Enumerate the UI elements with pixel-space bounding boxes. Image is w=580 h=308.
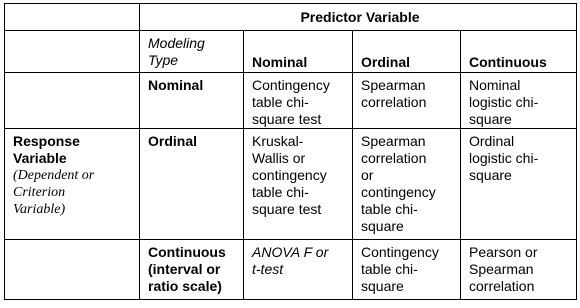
statistical-test-table bbox=[4, 3, 577, 300]
cell-line: correlation bbox=[361, 94, 427, 110]
row-ordinal bbox=[5, 129, 577, 240]
row-label-line: Continuous bbox=[148, 244, 226, 260]
response-label-line-1: Response bbox=[13, 133, 80, 149]
cell-line: contingency bbox=[252, 167, 327, 183]
cell-line: correlation bbox=[361, 150, 427, 166]
cell-ordinal-nominal bbox=[244, 129, 353, 240]
cell-line: correlation bbox=[469, 278, 535, 294]
cell-line: square bbox=[361, 278, 404, 294]
column-header-nominal: Nominal bbox=[244, 31, 353, 73]
row-label-line: (interval or bbox=[148, 261, 221, 277]
cell-ordinal-ordinal bbox=[353, 129, 461, 240]
cell-line: Nominal bbox=[469, 77, 521, 93]
cell-line: ANOVA F or bbox=[252, 244, 329, 260]
cell-line: square test bbox=[252, 111, 322, 127]
empty-response-cell-bottom bbox=[5, 240, 140, 300]
cell-line: table chi- bbox=[252, 184, 309, 200]
header-row-columns bbox=[5, 31, 577, 73]
cell-line: Spearman bbox=[361, 133, 426, 149]
cell-line: square bbox=[361, 218, 404, 234]
empty-response-cell bbox=[5, 73, 140, 129]
cell-line: contingency bbox=[361, 184, 436, 200]
cell-line: t-test bbox=[252, 261, 284, 277]
cell-line: logistic chi- bbox=[469, 150, 539, 166]
cell-line: Contingency bbox=[252, 77, 330, 93]
cell-line: Kruskal- bbox=[252, 133, 304, 149]
empty-header-cell bbox=[5, 31, 140, 73]
cell-continuous-nominal bbox=[244, 240, 353, 300]
row-label-nominal-text: Nominal bbox=[148, 77, 204, 93]
response-variable-label bbox=[5, 129, 140, 240]
cell-line: Pearson or bbox=[469, 244, 538, 260]
cell-line: square bbox=[469, 111, 512, 127]
cell-line: or bbox=[361, 167, 374, 183]
cell-continuous-ordinal bbox=[353, 240, 461, 300]
cell-nominal-nominal bbox=[244, 73, 353, 129]
cell-line: Spearman bbox=[361, 77, 426, 93]
cell-line: Contingency bbox=[361, 244, 439, 260]
cell-line: square test bbox=[252, 201, 322, 217]
cell-line: Wallis or bbox=[252, 150, 306, 166]
cell-line: logistic chi- bbox=[469, 94, 539, 110]
header-row-top bbox=[5, 4, 577, 31]
cell-nominal-continuous bbox=[461, 73, 577, 129]
row-label-ordinal-text: Ordinal bbox=[148, 133, 198, 149]
response-sub-line-1: (Dependent or bbox=[13, 168, 95, 183]
response-sub-line-2: Criterion bbox=[13, 185, 66, 200]
modeling-type-label bbox=[140, 31, 244, 73]
cell-line: table chi- bbox=[361, 201, 418, 217]
cell-line: table chi- bbox=[361, 261, 418, 277]
row-label-nominal bbox=[140, 73, 244, 129]
response-sub-line-3: Variable) bbox=[13, 202, 66, 217]
cell-nominal-ordinal bbox=[353, 73, 461, 129]
row-label-continuous bbox=[140, 240, 244, 300]
row-label-ordinal bbox=[140, 129, 244, 240]
cell-line: Spearman bbox=[469, 261, 534, 277]
modeling-type-line-1: Modeling bbox=[148, 35, 205, 51]
row-continuous bbox=[5, 240, 577, 300]
column-header-ordinal: Ordinal bbox=[353, 31, 461, 73]
column-header-continuous: Continuous bbox=[461, 31, 577, 73]
response-label-line-2: Variable bbox=[13, 150, 67, 166]
modeling-type-line-2: Type bbox=[148, 52, 179, 68]
row-nominal bbox=[5, 73, 577, 129]
predictor-variable-header: Predictor Variable bbox=[140, 4, 577, 31]
cell-ordinal-continuous bbox=[461, 129, 577, 240]
cell-line: Ordinal bbox=[469, 133, 515, 149]
cell-line: square bbox=[469, 167, 512, 183]
cell-continuous-continuous bbox=[461, 240, 577, 300]
cell-line: table chi- bbox=[252, 94, 309, 110]
empty-corner-cell bbox=[5, 4, 140, 31]
row-label-line: ratio scale) bbox=[148, 278, 222, 294]
